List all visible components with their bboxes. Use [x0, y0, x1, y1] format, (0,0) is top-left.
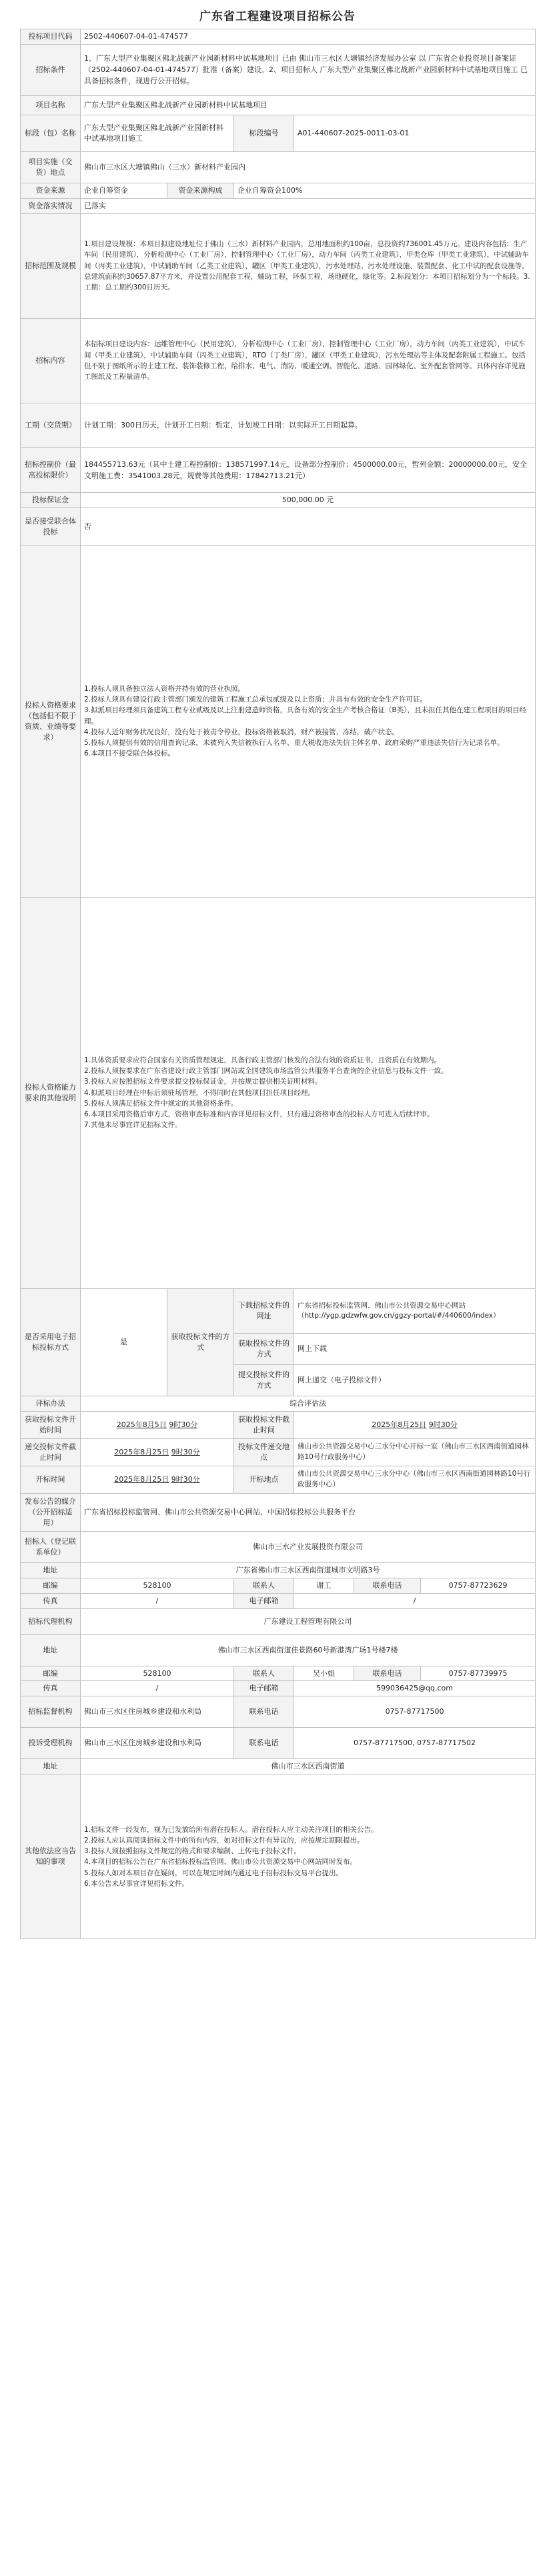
row-deposit [21, 492, 536, 507]
page-title: 广东省工程建设项目招标公告 [199, 10, 356, 23]
media-label: 发布公告的媒介（公开招标适用） [21, 1493, 81, 1531]
tender-conditions-value: 1、广东大型产业集聚区佛北战新产业园新材料中试基地项目 已由 佛山市三水区大塘镇经济发展办公室 以 广东省企业投资项目备案证（2502-440607-04-01-474577）批准（备案）建设。2、项目招标人 广东大型产业集聚区佛北战新产业园新材料中试基地项目施工 已具备招标条件，现进行公开招标。 [81, 44, 536, 95]
row-consortium [21, 507, 536, 545]
section-no-value: A01-440607-2025-0011-03-01 [294, 115, 536, 151]
bid-place-label: 投标文件递交地点 [234, 1438, 294, 1466]
row-media [21, 1493, 536, 1531]
duration-value: 计划工期：300日历天，计划开工日期：暂定，计划竣工日期：以实际开工日期起算。 [81, 403, 536, 447]
row-complaint [21, 1728, 536, 1759]
doc-time-end-hour: 9时30分 [428, 1420, 458, 1429]
deadline-date: 2025年8月25日 [114, 1447, 169, 1456]
row-agent-fax [21, 1681, 536, 1696]
row-fund-status [21, 198, 536, 213]
row-scope [21, 213, 536, 318]
fund-status-label: 资金落实情况 [21, 198, 81, 213]
row-open [21, 1466, 536, 1493]
consortium-label: 是否接受联合体投标 [21, 507, 81, 545]
row-tenderer-address [21, 1562, 536, 1578]
consortium-value: 否 [81, 507, 536, 545]
row-eval-method [21, 1396, 536, 1411]
scope-value: 1.项目建设规模：本项目拟建设地址位于佛山（三水）新材料产业园内，总用地面积约100亩，总投资约736001.45万元。建设内容包括：生产车间（民用建筑），分析检测中心（工业厂房），控制管理中心（工业厂房），动力车间（丙类工业建筑），甲类仓库（甲类工业建筑），中试辅助车间（丙类工业建筑），中试辅助车间（乙类工业建筑），罐区（甲类工业建筑），污水处理站、污水处理设施、装置配套、化工中试的配套设施等，总建筑面积约30657.87平方米，并设置公用配套工程，辅助工程，环保工程，场地硬化，绿化等。2.标段划分：本项目招标划分为一个标段。3.工期：总工期约300日历天。 [81, 213, 536, 318]
others-label: 其他依法应当告知的事项 [21, 1774, 81, 1939]
row-qualification [21, 545, 536, 897]
deadline-value [81, 1438, 234, 1466]
row-others [21, 1774, 536, 1939]
media-value: 广东省招标投标监管网、佛山市公共资源交易中心网站、中国招标投标公共服务平台 [81, 1493, 536, 1531]
section-no-label: 标段编号 [234, 115, 294, 151]
agent-value: 广东建设工程管理有限公司 [81, 1608, 536, 1634]
row-tender-conditions [21, 44, 536, 95]
deposit-label: 投标保证金 [21, 492, 81, 507]
tech-quality-label: 投标人资格能力要求的其他说明 [21, 897, 81, 1288]
doc-time-end-date: 2025年8月25日 [372, 1420, 427, 1429]
project-code-value: 2502-440607-04-01-474577 [81, 29, 536, 45]
doc-time-end-label: 获取投标文件截止时间 [234, 1411, 294, 1438]
row-complaint-address [21, 1759, 536, 1774]
agent-zip-label: 邮编 [21, 1666, 81, 1681]
row-agent-address [21, 1634, 536, 1666]
agent-fax-label: 传真 [21, 1681, 81, 1696]
open-place-label: 开标地点 [234, 1466, 294, 1493]
tenderer-phone-label: 联系电话 [354, 1578, 421, 1593]
tenderer-contact-value: 谢工 [294, 1578, 354, 1593]
agent-email-label: 电子邮箱 [234, 1681, 294, 1696]
tenderer-email-label: 电子邮箱 [234, 1593, 294, 1608]
location-value: 佛山市三水区大塘镇佛山（三水）新材料产业园内 [81, 151, 536, 183]
doc-time-start [81, 1411, 234, 1438]
row-project-code [21, 29, 536, 45]
agent-email-value[interactable]: 599036425@qq.com [294, 1681, 536, 1696]
fund-status-value: 已落实 [81, 198, 536, 213]
control-price-value: 184455713.63元（其中土建工程控制价：138571997.14元，设备部分控制价：4500000.00元，暂列金额：20000000.00元，安全文明施工费：3541003.28元，规费等其他费用：17842713.21元） [81, 447, 536, 492]
row-fund [21, 183, 536, 198]
doc-time-label: 获取投标文件开始时间 [21, 1411, 81, 1438]
row-ebid-1 [21, 1288, 536, 1333]
download-value[interactable]: 广东省招标投标监管网、佛山市公共资源交易中心网站（http://ygp.gdzwfw.gov.cn/ggzy-portal/#/440600/index） [294, 1288, 536, 1333]
complaint-phone-label: 联系电话 [234, 1728, 294, 1759]
bid-value: 网上递交（电子投标文件） [294, 1364, 536, 1396]
complaint-phone-value: 0757-87717500, 0757-87717502 [294, 1728, 536, 1759]
doc-time-start-hour: 9时30分 [169, 1420, 198, 1429]
row-content [21, 318, 536, 403]
project-name-value: 广东大型产业集聚区佛北战新产业园新材料中试基地项目 [81, 95, 536, 115]
section-name-label: 标段（包）名称 [21, 115, 81, 151]
tenderer-address-label: 地址 [21, 1562, 81, 1578]
project-code-label: 投标项目代码 [21, 29, 81, 45]
fund-source-label: 资金来源 [21, 183, 81, 198]
eval-method-label: 评标办法 [21, 1396, 81, 1411]
tenderer-label: 招标人（登记联系单位） [21, 1531, 81, 1562]
tenderer-email-value: / [294, 1593, 536, 1608]
section-name-value: 广东大型产业集聚区佛北战新产业园新材料中试基地项目施工 [81, 115, 234, 151]
supervision-phone-label: 联系电话 [234, 1696, 294, 1728]
doc-time-end [294, 1411, 536, 1438]
complaint-address-label: 地址 [21, 1759, 81, 1774]
row-tenderer-fax [21, 1593, 536, 1608]
complaint-address-value: 佛山市三水区西南街道 [81, 1759, 536, 1774]
open-hour: 9时30分 [171, 1474, 200, 1484]
complaint-label: 投诉受理机构 [21, 1728, 81, 1759]
qualification-value: 1.投标人须具备独立法人资格并持有效的营业执照。 2.投标人须具有建设行政主管部门颁发的建筑工程施工总承包贰级及以上资质；并具有有效的安全生产许可证。 3.拟派项目经理须具备建筑工程专业贰级及以上注册建造师资格，具备有效的安全生产考核合格证（B类），且未担任其他在建工程项目的项目经理。 4.投标人近年财务状况良好，没有处于被责令停业，投标资格被取消，财产被接管、冻结，破产状态。 5.投标人须提供有效的信用查询记录，未被列入失信被执行人名单、重大税收违法失信主体名单、政府采购严重违法失信行为记录名单。 6.本项目不接受联合体投标。 [81, 545, 536, 897]
tender-conditions-label: 招标条件 [21, 44, 81, 95]
supervision-phone-value: 0757-87717500 [294, 1696, 536, 1728]
bid-place-value: 佛山市公共资源交易中心三水分中心开标一室（佛山市三水区西南街道园林路10号行政服务中心） [294, 1438, 536, 1466]
deadline-hour: 9时30分 [171, 1447, 200, 1456]
agent-label: 招标代理机构 [21, 1608, 81, 1634]
e-bid-label: 是否采用电子招标投标方式 [21, 1288, 81, 1396]
row-doc-time [21, 1411, 536, 1438]
others-value: 1.招标文件一经发布，视为已发放给所有潜在投标人。潜在投标人应主动关注项目的相关公告。 2.投标人应认真阅读招标文件中的所有内容，如对招标文件有异议的，应按规定期限提出。 3.投标人须按照招标文件规定的格式和要求编制、上传电子投标文件。 4.本项目的招标公告在广东省招标投标监管网、佛山市公共资源交易中心网站同时发布。 5.投标人如对本项目存在疑问，可以在规定时间内通过电子招标投标交易平台提出。 6.本公告未尽事宜详见招标文件。 [81, 1774, 536, 1939]
tenderer-contact-label: 联系人 [234, 1578, 294, 1593]
submit-value: 网上下载 [294, 1333, 536, 1364]
row-agent [21, 1608, 536, 1634]
row-deadline [21, 1438, 536, 1466]
duration-label: 工期（交货期） [21, 403, 81, 447]
agent-address-value: 佛山市三水区西南街道佳景路60号新港湾广场1号楼7楼 [81, 1634, 536, 1666]
agent-contact-label: 联系人 [234, 1666, 294, 1681]
download-group-label: 获取投标文件的方式 [167, 1288, 234, 1396]
open-date: 2025年8月25日 [114, 1474, 169, 1484]
content-label: 招标内容 [21, 318, 81, 403]
tenderer-phone-value: 0757-87723629 [421, 1578, 536, 1593]
agent-contact-value: 吴小姐 [294, 1666, 354, 1681]
row-tenderer-zip [21, 1578, 536, 1593]
deadline-label: 递交投标文件截止时间 [21, 1438, 81, 1466]
tenderer-zip-value: 528100 [81, 1578, 234, 1593]
supervision-label: 招标监督机构 [21, 1696, 81, 1728]
tenderer-fax-value: / [81, 1593, 234, 1608]
row-project-name [21, 95, 536, 115]
qualification-label: 投标人资格要求（包括但不限于资质、业绩等要求） [21, 545, 81, 897]
e-bid-value: 是 [81, 1288, 167, 1396]
row-section [21, 115, 536, 151]
submit-label: 获取投标文件的方式 [234, 1333, 294, 1364]
scope-label: 招标范围及规模 [21, 213, 81, 318]
tenderer-address-value: 广东省佛山市三水区西南街道城市文明路3号 [81, 1562, 536, 1578]
fund-ratio-label: 资金来源构成 [167, 183, 234, 198]
row-agent-zip [21, 1666, 536, 1681]
agent-zip-value: 528100 [81, 1666, 234, 1681]
row-duration [21, 403, 536, 447]
project-name-label: 项目名称 [21, 95, 81, 115]
agent-address-label: 地址 [21, 1634, 81, 1666]
download-label: 下载招标文件的网址 [234, 1288, 294, 1333]
content-value: 本招标项目建设内容：运维管理中心（民用建筑），分析检测中心（工业厂房），控制管理中心（工业厂房），动力车间（丙类工业建筑），中试车间（甲类工业建筑），中试辅助车间（丙类工业建筑），RTO（丁类厂房），罐区（甲类工业建筑），污水处理站等主体及配套附属工程施工。包括但不限于图纸所示的土建工程、装饰装修工程、给排水、电气、消防、暖通空调、智能化、道路、园林绿化、室外配套管网等。具体内容详见施工图纸及工程量清单。 [81, 318, 536, 403]
doc-time-start-date: 2025年8月5日 [116, 1420, 167, 1429]
open-time-label: 开标时间 [21, 1466, 81, 1493]
agent-phone-label: 联系电话 [354, 1666, 421, 1681]
tenderer-zip-label: 邮编 [21, 1578, 81, 1593]
supervision-value: 佛山市三水区住房城乡建设和水利局 [81, 1696, 234, 1728]
agent-fax-value: / [81, 1681, 234, 1696]
tenderer-value: 佛山市三水产业发展投资有限公司 [81, 1531, 536, 1562]
location-label: 项目实施（交货）地点 [21, 151, 81, 183]
open-time-value [81, 1466, 234, 1493]
bid-label: 提交投标文件的方式 [234, 1364, 294, 1396]
eval-method-value: 综合评估法 [81, 1396, 536, 1411]
complaint-value: 佛山市三水区住房城乡建设和水利局 [81, 1728, 234, 1759]
row-tenderer [21, 1531, 536, 1562]
row-control-price [21, 447, 536, 492]
row-supervision [21, 1696, 536, 1728]
announcement-table [20, 29, 536, 1939]
fund-ratio-value: 企业自筹资金100% [234, 183, 536, 198]
agent-phone-value: 0757-87739975 [421, 1666, 536, 1681]
deposit-value: 500,000.00 元 [81, 492, 536, 507]
row-location [21, 151, 536, 183]
fund-source-value: 企业自筹资金 [81, 183, 167, 198]
row-tech-quality [21, 897, 536, 1288]
control-price-label: 招标控制价（最高投标限价） [21, 447, 81, 492]
open-place-value: 佛山市公共资源交易中心三水分中心（佛山市三水区西南街道园林路10号行政服务中心） [294, 1466, 536, 1493]
tech-quality-value: 1.具体资质要求应符合国家有关资质管理规定，具备行政主管部门核发的合法有效的资质证书，且资质在有效期内。 2.投标人须按要求在广东省建设行政主管部门网站或全国建筑市场监管公共服务平台查询的企业信息与投标文件一致。 3.投标人应按照招标文件要求提交投标保证金，并按规定提供相关证明材料。 4.拟派项目经理在中标后须驻场管理，不得同时在其他项目担任项目经理。 5.投标人须满足招标文件中规定的其他资格条件。 6.本项目采用资格后审方式，资格审查标准和内容详见招标文件，只有通过资格审查的投标人方可进入后续评审。 7.其他未尽事宜详见招标文件。 [81, 897, 536, 1288]
tenderer-fax-label: 传真 [21, 1593, 81, 1608]
